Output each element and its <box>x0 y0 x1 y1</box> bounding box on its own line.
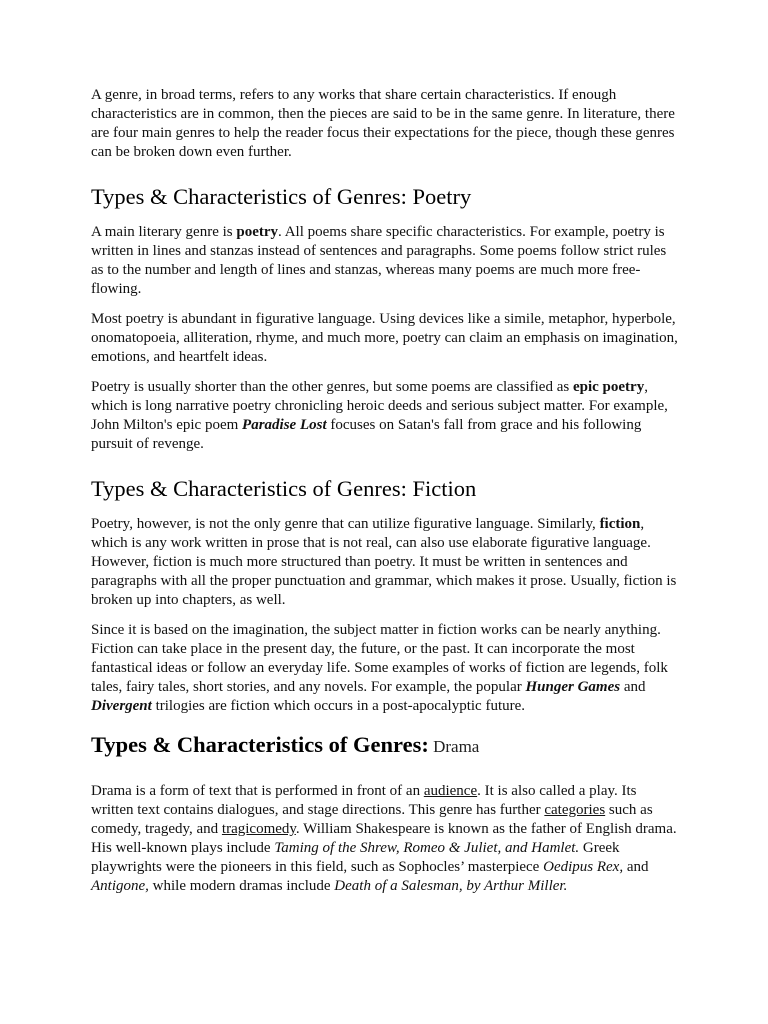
fiction-paragraph-1: Poetry, however, is not the only genre that can utilize figurative language. Similarly, fiction, which is any work written in prose that is not real, can also use elaborate figurative language. However, fiction is much more structured than poetry. It must be written in sentences and paragraphs with all the proper punctuation and grammar, which makes it prose. Usually, fiction is broken up into chapters, as well. <box>91 515 677 608</box>
heading-genres-poetry: Types & Characteristics of Genres: Poetry <box>91 184 472 209</box>
heading-genres-fiction: Types & Characteristics of Genres: Fiction <box>91 475 477 501</box>
drama-paragraph-1: Drama is a form of text that is performed in front of an audience. It is also called a play. Its written text contains dialogues, and stage directions. This genre has further categories such as comedy, tragedy, and tragicomedy. William Shakespeare is known as the father of English drama. His well-known plays include Taming of the Shrew, Romeo & Juliet, and Hamlet. Greek playwrights were the pioneers in this field, such as Sophocles’ masterpiece Oedipus Rex, and Antigone, while modern dramas include Death of a Salesman, by Arthur Miller. <box>91 782 677 894</box>
poetry-paragraph-1: A main literary genre is poetry. All poems share specific characteristics. For example, poetry is written in lines and stanzas instead of sentences and paragraphs. Some poems follow strict rules as to the number and length of lines and stanzas, whereas many poems are much more free-flowing. <box>91 223 667 297</box>
poetry-paragraph-3: Poetry is usually shorter than the other genres, but some poems are classified as epic poetry, which is long narrative poetry chronicling heroic deeds and serious subject matter. For example, John Milton's epic poem Paradise Lost focuses on Satan's fall from grace and his following pursuit of revenge. <box>91 378 668 452</box>
fiction-paragraph-2: Since it is based on the imagination, the subject matter in fiction works can be nearly anything. Fiction can take place in the present day, the future, or the past. It can incorporate the most fantastical ideas or follow an everyday life. Some examples of works of fiction are legends, folk tales, fairy tales, short stories, and any novels. For example, the popular Hunger Games and Divergent trilogies are fiction which occurs in a post-apocalyptic future. <box>91 621 668 714</box>
intro-paragraph: A genre, in broad terms, refers to any works that share certain characteristics. If enough characteristics are in common, then the pieces are said to be in the same genre. In literature, there are four main genres to help the reader focus their expectations for the piece, though these genres can be broken down even further. <box>91 87 675 160</box>
heading-genres-drama: Types & Characteristics of Genres: Drama <box>91 731 480 757</box>
poetry-paragraph-2: Most poetry is abundant in figurative language. Using devices like a simile, metaphor, hyperbole, onomatopoeia, alliteration, rhyme, and much more, poetry can claim an emphasis on imagination, emotions, and heartfelt ideas. <box>91 310 678 365</box>
